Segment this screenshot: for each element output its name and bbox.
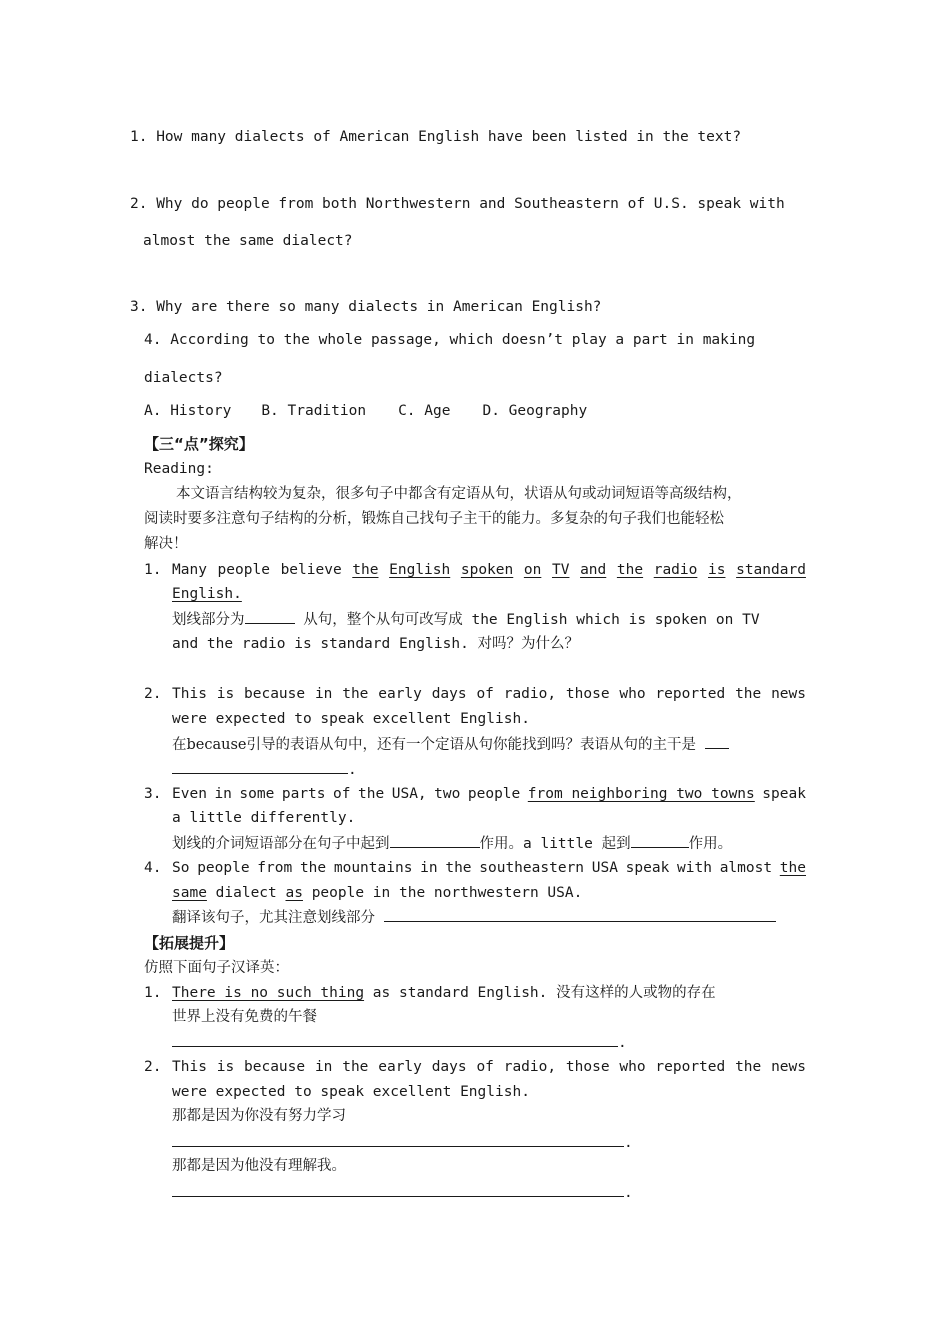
word: early xyxy=(378,686,422,702)
explore-item-1-note-2: and the radio is standard English. 对吗？为什么？ xyxy=(172,636,580,652)
underlined-phrase: There is no such thing xyxy=(172,985,365,1001)
word: days xyxy=(431,1059,467,1075)
answer-blank[interactable] xyxy=(172,1032,618,1047)
word: of xyxy=(333,786,351,802)
word: in xyxy=(420,860,438,876)
word: This xyxy=(172,686,207,702)
explore-item-2-number: 2. xyxy=(144,686,162,702)
word: parts xyxy=(281,786,326,802)
word: in xyxy=(214,786,232,802)
word: So xyxy=(172,860,190,876)
note-text: 作用。a little 起到 xyxy=(479,836,631,852)
word: from xyxy=(257,860,293,876)
question-2-line-2: almost the same dialect? xyxy=(143,233,353,249)
explore-item-1-number: 1. xyxy=(144,562,162,578)
word: people xyxy=(217,562,270,578)
option-b: B. Tradition xyxy=(261,403,367,419)
option-d: D. Geography xyxy=(482,403,588,419)
word: mountains xyxy=(333,860,413,876)
note-text: 翻译该句子，尤其注意划线部分 xyxy=(172,910,375,926)
period: . xyxy=(348,762,357,778)
word: those xyxy=(565,1059,610,1075)
word: the xyxy=(342,1059,369,1075)
word: in xyxy=(314,1059,333,1075)
explore-item-2-answer-line xyxy=(172,759,357,780)
word: is xyxy=(216,1059,235,1075)
underlined-word: standard xyxy=(736,562,806,578)
word: This xyxy=(172,1059,207,1075)
reading-label: Reading: xyxy=(144,461,214,477)
extension-item-1-answer-line xyxy=(172,1032,627,1053)
explore-item-1-line-1 xyxy=(172,560,806,580)
word: because xyxy=(244,686,306,702)
explore-item-2-line-1 xyxy=(172,684,806,704)
answer-blank[interactable] xyxy=(172,1132,624,1147)
extension-heading: 【拓展提升】 xyxy=(144,934,235,952)
underlined-word: radio xyxy=(653,562,698,578)
word: of xyxy=(476,1059,494,1075)
question-4-line-2: dialects? xyxy=(144,370,223,386)
explore-item-3-line-2: a little differently. xyxy=(172,810,356,826)
explore-heading: 【三“点”探究】 xyxy=(144,435,254,453)
question-3: 3. Why are there so many dialects in American English? xyxy=(130,299,602,315)
fill-blank[interactable] xyxy=(631,833,689,848)
period: . xyxy=(618,1035,627,1051)
fill-blank[interactable] xyxy=(705,734,729,749)
extension-item-2-line-1 xyxy=(172,1057,806,1077)
word: reported xyxy=(655,1059,726,1075)
option-c: C. Age xyxy=(398,403,451,419)
underlined-word: the xyxy=(616,562,644,578)
explore-item-4-line-1 xyxy=(172,858,806,878)
explore-item-1-note-1 xyxy=(172,609,760,630)
underlined-word: is xyxy=(708,562,726,578)
word: radio, xyxy=(503,1059,557,1075)
fill-blank[interactable] xyxy=(390,833,480,848)
text: as standard English. 没有这样的人或物的存在 xyxy=(364,985,716,1001)
underlined-word: spoken xyxy=(460,562,514,578)
explore-item-1-line-2: English. xyxy=(172,586,242,602)
intro-line-2: 阅读时要多注意句子结构的分析，锻炼自己找句子主干的能力。多复杂的句子我们也能轻松 xyxy=(144,511,724,527)
extension-item-2-answer-line-1 xyxy=(172,1132,633,1153)
word: some xyxy=(239,786,275,802)
underlined-word: and xyxy=(580,562,607,578)
explore-item-2-line-2: were expected to speak excellent English. xyxy=(172,711,530,727)
word: USA xyxy=(591,860,618,876)
note-text: 从句，整个从句可改写成 the English which is spoken on TV xyxy=(303,612,760,628)
extension-item-2-line-2: were expected to speak excellent English. xyxy=(172,1084,530,1100)
period: . xyxy=(624,1135,633,1151)
underlined-word: on xyxy=(523,562,542,578)
word: Even xyxy=(172,786,207,802)
word: those xyxy=(565,686,610,702)
fill-blank[interactable] xyxy=(384,907,776,922)
note-text: 划线部分为 xyxy=(172,612,245,628)
word: who xyxy=(619,1059,646,1075)
question-1: 1. How many dialects of American English have been listed in the text? xyxy=(130,129,742,145)
word: of xyxy=(476,686,494,702)
word: the xyxy=(735,1059,762,1075)
word: in xyxy=(314,686,333,702)
word: two xyxy=(434,786,461,802)
explore-item-4-number: 4. xyxy=(144,860,162,876)
question-2-line-1: 2. Why do people from both Northwestern and Southeastern of U.S. speak with xyxy=(130,196,785,212)
extension-item-2-number: 2. xyxy=(144,1059,162,1075)
word: people xyxy=(467,786,521,802)
note-text: 在because引导的表语从句中，还有一个定语从句你能找到吗？表语从句的主干是 xyxy=(172,737,696,753)
text: people in the northwestern USA. xyxy=(302,885,583,901)
word: because xyxy=(244,1059,306,1075)
word: days xyxy=(431,686,467,702)
underlined-word: as xyxy=(285,885,303,901)
extension-instruction: 仿照下面句子汉译英： xyxy=(144,960,289,976)
explore-item-4-note xyxy=(172,907,776,928)
explore-item-2-note xyxy=(172,734,729,755)
word: speak xyxy=(762,786,806,802)
underlined-word: the xyxy=(779,860,806,876)
word: USA, xyxy=(391,786,427,802)
intro-line-3: 解决！ xyxy=(144,536,188,552)
word: believe xyxy=(280,562,342,578)
word: who xyxy=(619,686,646,702)
word: the xyxy=(358,786,385,802)
word: reported xyxy=(655,686,726,702)
explore-item-3-number: 3. xyxy=(144,786,162,802)
extension-item-1-number: 1. xyxy=(144,985,162,1001)
fill-blank[interactable] xyxy=(172,759,348,774)
question-4-line-1: 4. According to the whole passage, which doesn’t play a part in making xyxy=(144,332,756,348)
period: . xyxy=(624,1185,633,1201)
word: is xyxy=(216,686,235,702)
underlined-word: English xyxy=(389,562,451,578)
word: the xyxy=(445,860,472,876)
note-text: 划线的介词短语部分在句子中起到 xyxy=(172,836,390,852)
word: the xyxy=(735,686,762,702)
word: almost xyxy=(719,860,773,876)
word: speak xyxy=(625,860,670,876)
option-a: A. History xyxy=(144,403,232,419)
word: people xyxy=(197,860,250,876)
word: southeastern xyxy=(479,860,585,876)
word: radio, xyxy=(503,686,557,702)
underlined-word: TV xyxy=(551,562,570,578)
fill-blank[interactable] xyxy=(245,609,295,624)
underlined-phrase: from neighboring two towns xyxy=(527,786,755,802)
word: early xyxy=(378,1059,422,1075)
word: the xyxy=(342,686,369,702)
extension-item-1-line-1 xyxy=(172,983,716,1003)
explore-item-4-line-2 xyxy=(172,883,582,903)
answer-blank[interactable] xyxy=(172,1182,624,1197)
underlined-word: the xyxy=(352,562,379,578)
extension-item-2-answer-line-2 xyxy=(172,1182,633,1203)
word: the xyxy=(299,860,327,876)
word: Many xyxy=(172,562,207,578)
word: with xyxy=(677,860,712,876)
extension-item-1-task: 世界上没有免费的午餐 xyxy=(172,1009,317,1025)
intro-line-1: 本文语言结构较为复杂，很多句子中都含有定语从句，状语从句或动词短语等高级结构， xyxy=(176,486,742,502)
extension-item-2-task-1: 那都是因为你没有努力学习 xyxy=(172,1108,346,1124)
word: news xyxy=(771,1059,806,1075)
text: dialect xyxy=(206,885,286,901)
explore-item-3-note xyxy=(172,833,732,854)
extension-item-2-task-2: 那都是因为他没有理解我。 xyxy=(172,1158,346,1174)
note-text: 作用。 xyxy=(688,836,733,852)
question-4-options xyxy=(144,401,587,421)
underlined-word: same xyxy=(172,885,207,901)
word: news xyxy=(771,686,806,702)
explore-item-3-line-1 xyxy=(172,784,806,804)
